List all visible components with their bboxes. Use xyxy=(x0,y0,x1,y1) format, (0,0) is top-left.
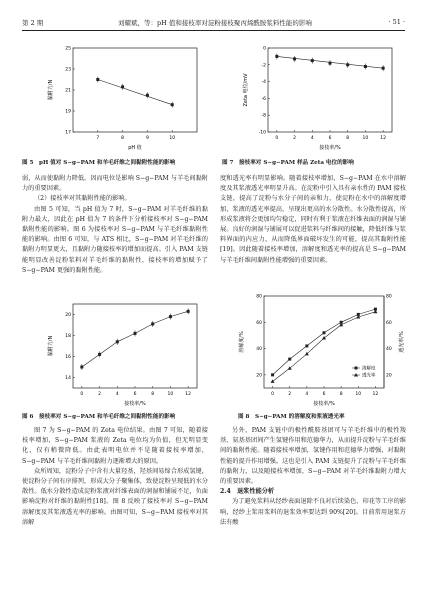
data-point xyxy=(171,103,174,106)
x-tick-label: 0 xyxy=(80,392,84,397)
y-tick-label: 16 xyxy=(65,355,71,360)
data-point xyxy=(323,331,326,334)
header-page: · 51 · xyxy=(388,18,405,26)
y-tick-label: -6 xyxy=(261,96,266,102)
figure-8-plot xyxy=(236,290,406,408)
series-line xyxy=(98,80,172,105)
data-point xyxy=(346,63,349,66)
x-tick-label: 12 xyxy=(372,392,379,397)
x-axis-label: 接枝率/% xyxy=(319,145,341,151)
x-axis-label: 接枝率/% xyxy=(313,401,335,407)
legend-label: 溶解度 xyxy=(362,366,376,372)
x-tick-label: 4 xyxy=(310,136,314,141)
data-point xyxy=(271,373,274,376)
paragraph: 为了避免浆料从经纱表面退除不良对后续染色、印花等工序的影响，经纱上浆用浆料的退浆效率要达到 90%[20]。目前常用退浆方法有酸 xyxy=(220,498,406,526)
x-tick-label: 9 xyxy=(145,136,149,141)
left-column-lower xyxy=(22,426,208,528)
figure-6-caption: 图 6 接枝率对 S−g−PAM 和羊毛纤维之间黏附性能的影响 xyxy=(22,414,176,420)
data-point xyxy=(169,315,172,318)
data-point xyxy=(98,353,101,356)
y-tick-label: 17 xyxy=(65,130,71,136)
x-tick-label: 8 xyxy=(339,392,343,397)
x-tick-label: 6 xyxy=(328,136,332,141)
series-line xyxy=(82,311,188,367)
data-point xyxy=(329,62,332,65)
x-tick-label: 10 xyxy=(169,136,176,141)
y-tick-label: 0 xyxy=(263,46,266,52)
x-tick-label: 10 xyxy=(355,392,362,397)
x-tick-label: 6 xyxy=(322,392,326,397)
paragraph: 另外，PAM 支链中的极性酰胺基团可与羊毛纤维中的极性羧基、氨基基团间产生氢键作用和范德华力，从而提升淀粉与羊毛纤维间的黏附性能。随着接枝率增加，氢键作用和范德华力增强，对黏附性能的提升作用增强。这也是引入 PAM 支链提升了淀粉与羊毛纤维的黏附力，以及随接枝率增加，S−g−PAM 对羊毛纤维黏附力增大的重要因素。 xyxy=(220,427,406,486)
x-tick-label: 0 xyxy=(271,392,275,397)
y-tick-label: -2 xyxy=(261,63,266,69)
y-axis-label: 溶解度/% xyxy=(239,331,245,353)
y-tick-label: -10 xyxy=(258,130,266,136)
section-heading: 2.4 退浆性能分析 xyxy=(220,488,275,496)
y-axis-label: Zeta 电位/mV xyxy=(243,73,249,107)
x-tick-label: 8 xyxy=(346,136,350,141)
x-tick-label: 6 xyxy=(133,392,137,397)
x-tick-label: 12 xyxy=(185,392,192,397)
right-tick-label: 40 xyxy=(386,347,392,353)
data-point xyxy=(96,78,99,81)
y-tick-label: 80 xyxy=(256,294,262,300)
y-tick-label: 19 xyxy=(65,109,71,115)
data-point xyxy=(146,94,149,97)
x-axis-label: pH 值 xyxy=(128,145,142,151)
data-point xyxy=(311,59,314,62)
data-point xyxy=(134,332,137,335)
right-tick-label: 20 xyxy=(386,373,392,379)
y-tick-label: 20 xyxy=(65,313,71,318)
series-line xyxy=(273,312,376,382)
data-point xyxy=(151,322,154,325)
x-tick-label: 4 xyxy=(305,392,309,397)
x-tick-label: 8 xyxy=(121,136,125,141)
data-point xyxy=(275,55,278,58)
right-axis-label: 透光率/% xyxy=(399,331,405,353)
left-column-upper xyxy=(22,174,208,276)
data-point xyxy=(293,57,296,60)
header-issue: 第 2 期 xyxy=(22,19,44,27)
x-tick-label: 10 xyxy=(167,392,174,397)
x-tick-label: 8 xyxy=(151,392,155,397)
y-tick-label: 18 xyxy=(65,334,71,339)
x-tick-label: 0 xyxy=(275,136,279,141)
y-axis-label: 黏附力/N xyxy=(48,335,54,357)
x-axis-label: 接枝率/% xyxy=(124,401,146,407)
plot-frame xyxy=(73,48,197,132)
figure-6-plot xyxy=(45,298,205,408)
data-point xyxy=(305,344,308,347)
y-tick-label: 14 xyxy=(65,376,71,381)
data-point xyxy=(288,358,291,361)
paragraph: （2）接枝率对其黏附性能的影响。 xyxy=(34,195,131,203)
data-point xyxy=(187,310,190,313)
y-tick-label: 20 xyxy=(256,373,262,379)
x-tick-label: 7 xyxy=(96,136,100,141)
y-tick-label: 60 xyxy=(256,320,262,326)
figure-5-caption: 图 5 pH 值对 S−g−PAM 和羊毛纤维之间黏附性能的影响 xyxy=(22,160,176,166)
header-rule xyxy=(22,30,405,31)
header-title: 刘耀斌，等：pH 值和接枝率对淀粉接枝聚丙烯酰胺浆料性能的影响 xyxy=(118,19,312,27)
figure-7-plot xyxy=(240,42,400,152)
data-point xyxy=(271,379,275,383)
right-column-upper xyxy=(220,174,406,266)
y-tick-label: 23 xyxy=(65,67,71,73)
x-tick-label: 12 xyxy=(380,136,387,141)
x-tick-label: 10 xyxy=(362,136,369,141)
y-tick-label: -8 xyxy=(261,113,266,119)
legend-marker xyxy=(355,367,358,370)
x-tick-label: 4 xyxy=(115,392,119,397)
right-column-lower xyxy=(220,426,406,528)
right-tick-label: 60 xyxy=(386,320,392,326)
data-point xyxy=(322,336,326,340)
figure-5-plot xyxy=(45,42,205,152)
x-tick-label: 2 xyxy=(293,136,297,141)
y-axis-label: 黏附力/N xyxy=(48,79,54,101)
x-tick-label: 2 xyxy=(288,392,292,397)
x-tick-label: 2 xyxy=(98,392,102,397)
paragraph: 由图 5 可知，当 pH 值为 7 时，S−g−PAM 对羊毛纤维的黏附力最大，因此在 pH 值为 7 的条件下分析接枝率对 S−g−PAM 黏附性能的影响。图 6 为接枝率对 S−g−PAM 与羊毛纤维黏附性能的影响。由图 6 可知，与 ATS 相比，S−g−PAM 对羊毛纤维的黏附力明显更大，且黏附力随接枝率的增加而提高。引入 PAM 支链能明显改善淀粉浆料对羊毛纤维的黏附性，接枝率的增加赋予了 S−g−PAM 更强的黏附性能。 xyxy=(22,205,208,274)
data-point xyxy=(121,85,124,88)
legend-label: 透光率 xyxy=(362,373,376,379)
figure-7-caption: 图 7 接枝率对 S−g−PAM 样品 Zeta 电位的影响 xyxy=(222,160,354,166)
data-point xyxy=(382,67,385,70)
data-point xyxy=(80,366,83,369)
paragraph: 众所周知，淀粉分子中含有大量羟基，羟基间易缔合形成氢键，使淀粉分子间有序排列，形成大分子聚集体，致使淀粉呈现低的水分散性。低水分散性造成淀粉浆液对纤维表面的润湿和铺展不足，负面影响淀粉对纤维的黏附性[18]。图 8 反映了接枝率对 S−g−PAM 溶解度及其浆液透光率的影响。由图可知，S−g−PAM 接枝率对其溶解 xyxy=(22,467,208,526)
y-tick-label: -4 xyxy=(261,80,266,86)
data-point xyxy=(364,65,367,68)
paragraph: 度和透光率有明显影响。随着接枝率增加，S−g−PAM 在水中溶解度及其浆液透光率明显升高。在淀粉中引入具有亲水性的 PAM 接枝支链，提高了淀粉与水分子间的亲和力，使淀粉在水中的溶解度增加，浆液的透光率提高，呈现出更高的水分散性。水分散性提高，所形成浆液将会更加均匀稳定，同时有利于浆液在纤维表面的润湿与铺展。良好的润湿与铺展可以促进浆料与纤维间的接触，降低纤维与浆料界面的内应力，从而降低界面破坏发生的可能，提高其黏附性能[19]。因此随着接枝率增加，溶解度和透光率的提高是 S−g−PAM 与羊毛纤维间黏附性能增强的重要因素。 xyxy=(220,175,406,264)
data-point xyxy=(116,340,119,343)
series-line xyxy=(273,309,376,375)
y-tick-label: 25 xyxy=(65,46,71,52)
paragraph: 弱，从而使黏附力降低。因而电位是影响 S−g−PAM 与羊毛间黏附力的重要因素。 xyxy=(22,175,208,193)
paragraph: 图 7 为 S−g−PAM 的 Zeta 电位结果。由图 7 可知，随着接枝率增加，S−g−PAM 浆液的 Zeta 电位均为负值，但无明显变化，仅有稍微降低。由此表明电位并不是随着接枝率增加，S−g−PAM 与羊毛纤维间黏附力逐渐增大的原因。 xyxy=(22,427,208,465)
y-tick-label: 21 xyxy=(65,88,71,94)
plot-frame xyxy=(73,304,197,388)
figure-8-caption: 图 8 S−g−PAM 的溶解度和浆液透光率 xyxy=(238,414,345,420)
y-tick-label: 40 xyxy=(256,347,262,353)
right-tick-label: 80 xyxy=(386,294,392,300)
